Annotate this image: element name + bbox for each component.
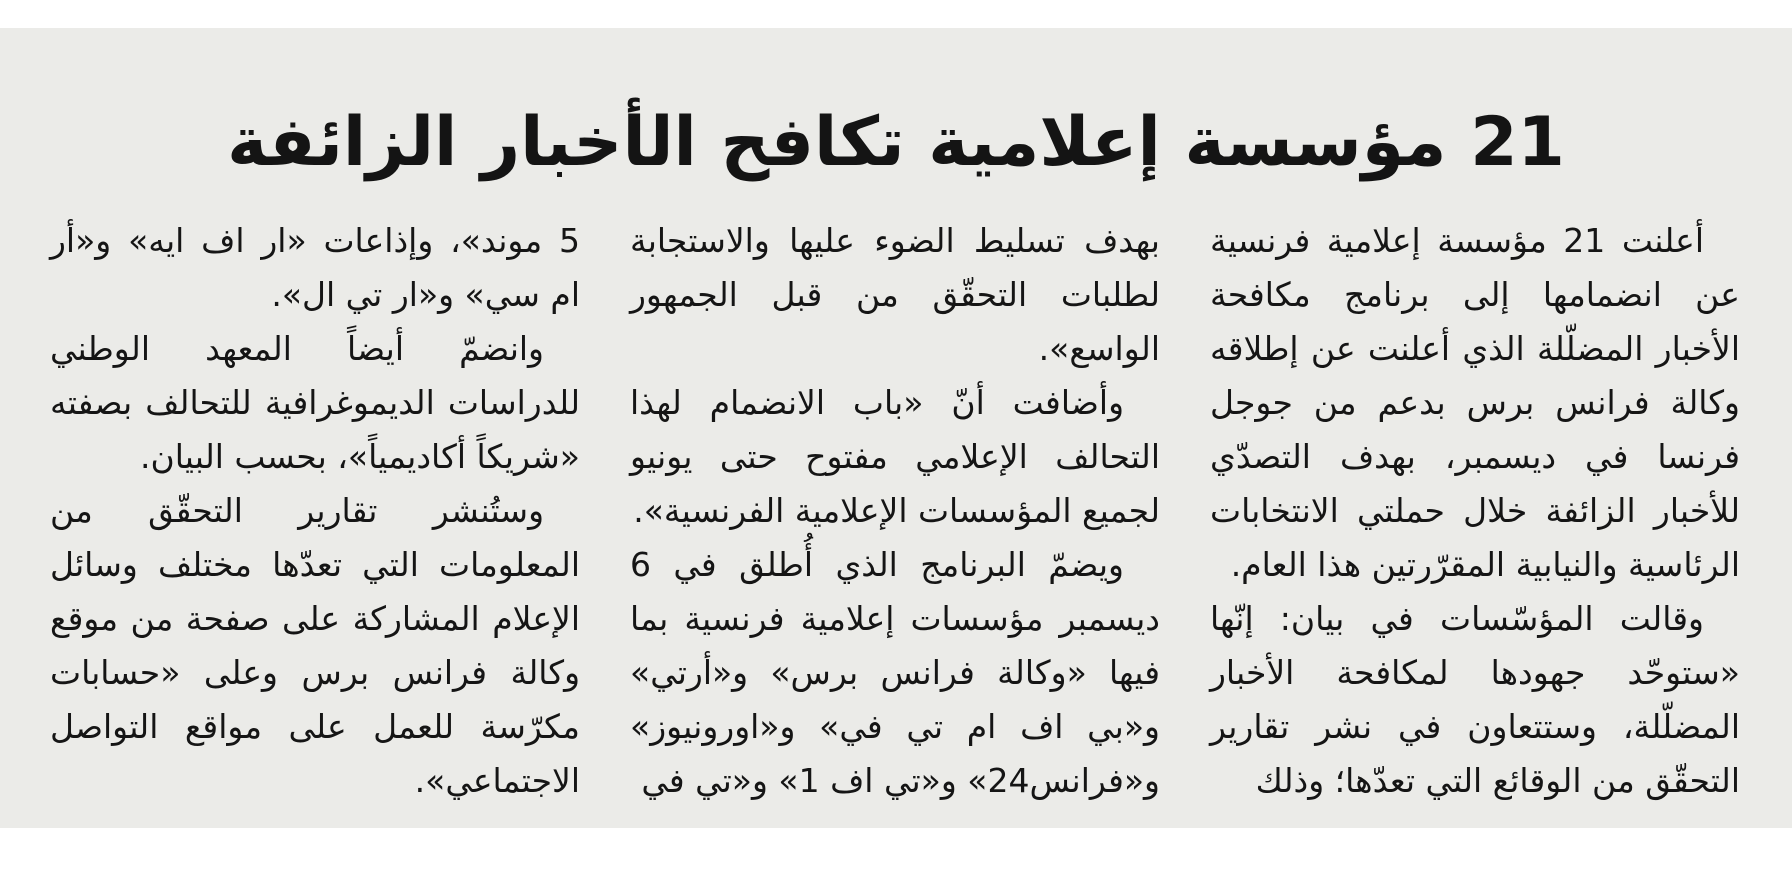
article-headline: 21 مؤسسة إعلامية تكافح الأخبار الزائفة [227, 102, 1565, 182]
paragraph: وقالت المؤسّسات في بيان: إنّها «ستوحّد جهودها لمكافحة الأخبار المضلّلة، وستتعاون في نشر تقارير التحقّق من الوقائع التي تعدّها؛ وذلك [1210, 599, 1740, 800]
article-column-2 [630, 214, 1160, 808]
paragraph: أعلنت 21 مؤسسة إعلامية فرنسية عن انضمامها إلى برنامج مكافحة الأخبار المضلّلة الذي أعلنت عن إطلاقه وكالة فرانس برس بدعم من جوجل فرنسا في ديسمبر، بهدف التصدّي للأخبار الزائفة خلال حملتي الانتخابات الرئاسية والنيابية المقرّرتين هذا العام. [1210, 221, 1740, 584]
article-column-3 [50, 214, 580, 808]
paragraph: بهدف تسليط الضوء عليها والاستجابة لطلبات التحقّق من قبل الجمهور الواسع». [630, 221, 1160, 368]
article-column-1 [1210, 214, 1740, 808]
paragraph: ويضمّ البرنامج الذي أُطلق في 6 ديسمبر مؤسسات إعلامية فرنسية بما فيها «وكالة فرانس برس» و«أرتي» و«بي اف ام تي في» و«اورونيوز» و«فرانس24» و«تي اف 1» و«تي في [630, 545, 1160, 800]
paragraph: وستُنشر تقارير التحقّق من المعلومات التي تعدّها مختلف وسائل الإعلام المشاركة على صفحة من موقع وكالة فرانس برس وعلى «حسابات مكرّسة للعمل على مواقع التواصل الاجتماعي». [50, 491, 580, 800]
paragraph: وانضمّ أيضاً المعهد الوطني للدراسات الديموغرافية للتحالف بصفته «شريكاً أكاديمياً»، بحسب البيان. [50, 329, 580, 476]
paragraph: 5 موند»، وإذاعات «ار اف ايه» و«أر ام سي» و«ار تي ال». [50, 221, 580, 314]
paragraph: وأضافت أنّ «باب الانضمام لهذا التحالف الإعلامي مفتوح حتى يونيو لجميع المؤسسات الإعلامية الفرنسية». [630, 383, 1160, 530]
